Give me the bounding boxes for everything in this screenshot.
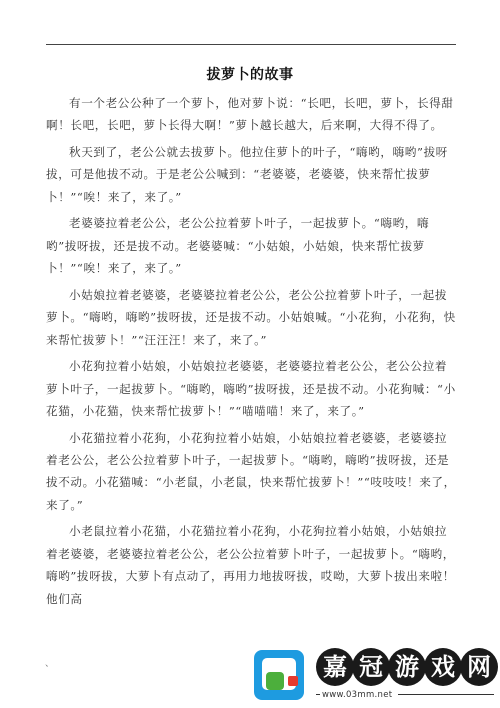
watermark-url: www.03mm.net <box>322 690 393 700</box>
paragraph-6: 小花猫拉着小花狗，小花狗拉着小姑娘，小姑娘拉着老婆婆，老婆婆拉着老公公，老公公拉着萝卜叶子，一起拔萝卜。“嗨哟，嗨哟”拔呀拔，还是拔不动。小花猫喊：“小老鼠，小老鼠，快来帮忙拔萝卜！”“吱吱吱！来了，来了。” <box>46 430 456 512</box>
footer-mark: 、 <box>45 659 55 669</box>
watermark-char: 嘉 <box>316 648 354 686</box>
paragraph-7: 小老鼠拉着小花猫，小花猫拉着小花狗，小花狗拉着小姑娘，小姑娘拉着老婆婆，老婆婆拉着老公公，老公公拉着萝卜叶子，一起拔萝卜。“嗨哟，嗨哟”拔呀拔，大萝卜有点动了，再用力地拔呀拔，哎呦，大萝卜拔出来啦！他们高 <box>46 524 455 606</box>
watermark-logo-icon <box>252 646 310 704</box>
header-rule <box>46 44 456 45</box>
watermark-url-rule-left <box>316 694 320 695</box>
watermark-char: 网 <box>460 648 498 686</box>
document-title: 拔萝卜的故事 <box>206 67 294 83</box>
paragraph-2: 秋天到了，老公公就去拔萝卜。他拉住萝卜的叶子，“嗨哟，嗨哟”拔呀拔，可是他拔不动。于是老公公喊到：“老婆婆，老婆婆，快来帮忙拔萝卜！”“唉！来了，来了。” <box>46 145 448 204</box>
watermark <box>246 644 498 706</box>
watermark-char: 游 <box>388 648 426 686</box>
watermark-url-rule-right <box>398 694 494 695</box>
paragraph-3: 老婆婆拉着老公公，老公公拉着萝卜叶子，一起拔萝卜。“嗨哟，嗨哟”拔呀拔，还是拔不动。老婆婆喊：“小姑娘，小姑娘，快来帮忙拔萝卜！”“唉！来了，来了。” <box>46 216 430 276</box>
paragraph-1: 有一个老公公种了一个萝卜，他对萝卜说：“长吧，长吧，萝卜，长得甜啊！长吧，长吧，萝卜长得大啊！”萝卜越长越大，后来啊，大得不得了。 <box>46 96 454 133</box>
paragraph-5: 小花狗拉着小姑娘，小姑娘拉老婆婆，老婆婆拉着老公公，老公公拉着萝卜叶子，一起拔萝卜。“嗨哟，嗨哟”拔呀拔，还是拔不动。小花狗喊：“小花猫，小花猫，快来帮忙拔萝卜！”“喵喵喵！来了，来了。” <box>46 359 456 419</box>
paragraph-4: 小姑娘拉着老婆婆，老婆婆拉着老公公，老公公拉着萝卜叶子，一起拔萝卜。“嗨哟，嗨哟”拔呀拔，还是拔不动。小姑娘喊。“小花狗，小花狗，快来帮忙拔萝卜！”“汪汪汪！来了，来了。” <box>46 287 456 347</box>
watermark-char: 戏 <box>424 648 462 686</box>
watermark-char: 冠 <box>352 648 390 686</box>
document-body <box>46 92 458 614</box>
